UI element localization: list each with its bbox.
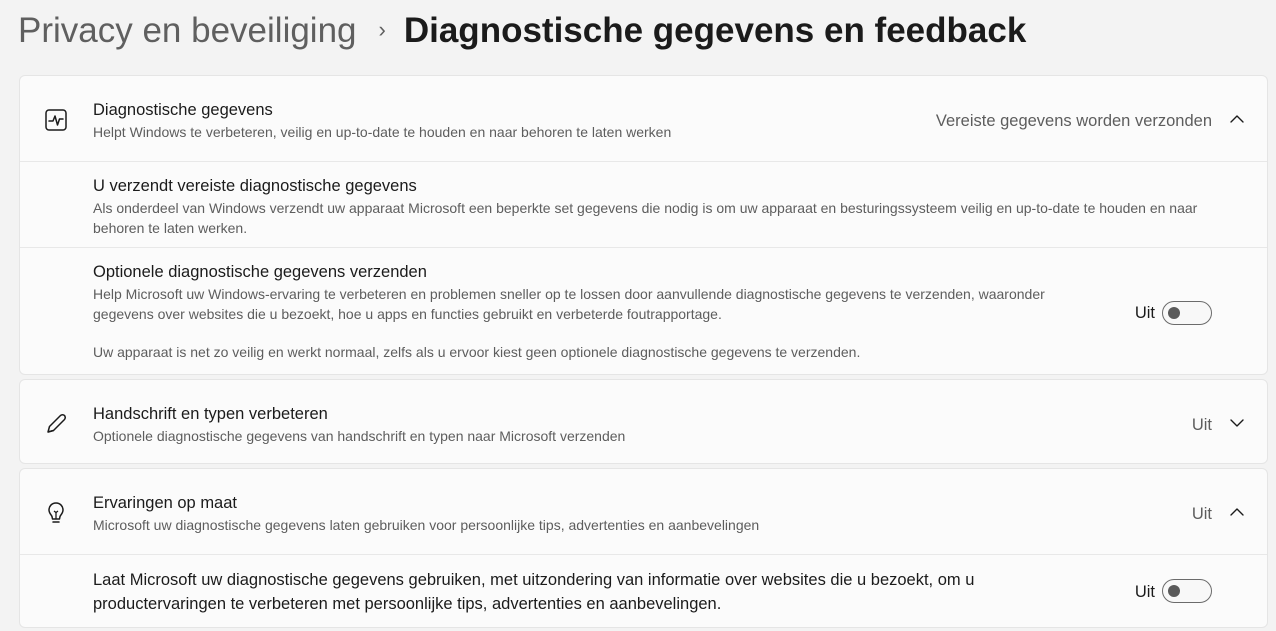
breadcrumb-parent-link[interactable]: Privacy en beveiliging xyxy=(18,11,357,50)
diagnostic-data-card xyxy=(19,75,1268,375)
tailored-experiences-item-text: Laat Microsoft uw diagnostische gegevens gebruiken, met uitzondering van informatie over websites die u bezoekt, om u productervaringen te verbeteren met persoonlijke tips, advertenties en aanbevelingen. xyxy=(93,571,975,613)
diagnostic-data-description: Helpt Windows te verbeteren, veilig en up-to-date te houden en naar behoren te laten werken xyxy=(93,124,672,140)
handwriting-description: Optionele diagnostische gegevens van handschrift en typen naar Microsoft verzenden xyxy=(93,428,626,444)
optional-data-title: Optionele diagnostische gegevens verzenden xyxy=(93,263,427,281)
tailored-toggle-label: Uit xyxy=(1134,583,1155,601)
pen-icon xyxy=(43,411,69,437)
chevron-down-icon[interactable] xyxy=(1229,415,1245,431)
required-diagnostic-data-item xyxy=(20,162,1267,247)
tailored-experiences-title: Ervaringen op maat xyxy=(93,494,237,512)
diagnostic-data-header[interactable] xyxy=(20,76,1267,161)
tailored-experiences-toggle[interactable] xyxy=(1162,579,1212,603)
diagnostic-data-status: Vereiste gegevens worden verzonden xyxy=(935,112,1212,130)
required-data-title: U verzendt vereiste diagnostische gegevens xyxy=(93,177,417,195)
handwriting-typing-card[interactable] xyxy=(19,379,1268,464)
optional-diagnostic-data-item xyxy=(20,248,1267,375)
tailored-experiences-card xyxy=(19,468,1268,628)
toggle-knob xyxy=(1168,307,1180,319)
handwriting-status: Uit xyxy=(1191,416,1212,434)
optional-data-note: Uw apparaat is net zo veilig en werkt normaal, zelfs als u ervoor kiest geen optionele diagnostische gegevens te verzenden. xyxy=(93,344,861,360)
tailored-experiences-status: Uit xyxy=(1191,505,1212,523)
optional-data-toggle[interactable] xyxy=(1162,301,1212,325)
tailored-experiences-description: Microsoft uw diagnostische gegevens laten gebruiken voor persoonlijke tips, advertenties en aanbevelingen xyxy=(93,517,760,533)
tailored-experiences-item xyxy=(20,555,1267,628)
diagnostic-data-title: Diagnostische gegevens xyxy=(93,101,273,119)
optional-data-description: Help Microsoft uw Windows-ervaring te verbeteren en problemen sneller op te lossen door aanvullende diagnostische gegevens te verzenden, waaronder gegevens over websites die u bezoekt, hoe u apps en functies gebruikt en verbeterde foutrapportage. xyxy=(93,286,1045,322)
activity-pulse-icon xyxy=(43,107,69,133)
lightbulb-icon xyxy=(43,500,69,526)
chevron-up-icon[interactable] xyxy=(1229,111,1245,127)
required-data-description: Als onderdeel van Windows verzendt uw apparaat Microsoft een beperkte set gegevens die nodig is om uw apparaat en besturingssysteem veilig en up-to-date te houden en naar behoren te laten werken. xyxy=(93,200,1198,236)
handwriting-title: Handschrift en typen verbeteren xyxy=(93,405,328,423)
optional-data-toggle-label: Uit xyxy=(1134,304,1155,322)
tailored-experiences-header[interactable] xyxy=(20,469,1267,554)
chevron-up-icon[interactable] xyxy=(1229,504,1245,520)
breadcrumb xyxy=(18,8,1026,54)
page-title: Diagnostische gegevens en feedback xyxy=(403,11,1027,50)
toggle-knob xyxy=(1168,585,1180,597)
breadcrumb-chevron-icon: › xyxy=(378,17,386,42)
